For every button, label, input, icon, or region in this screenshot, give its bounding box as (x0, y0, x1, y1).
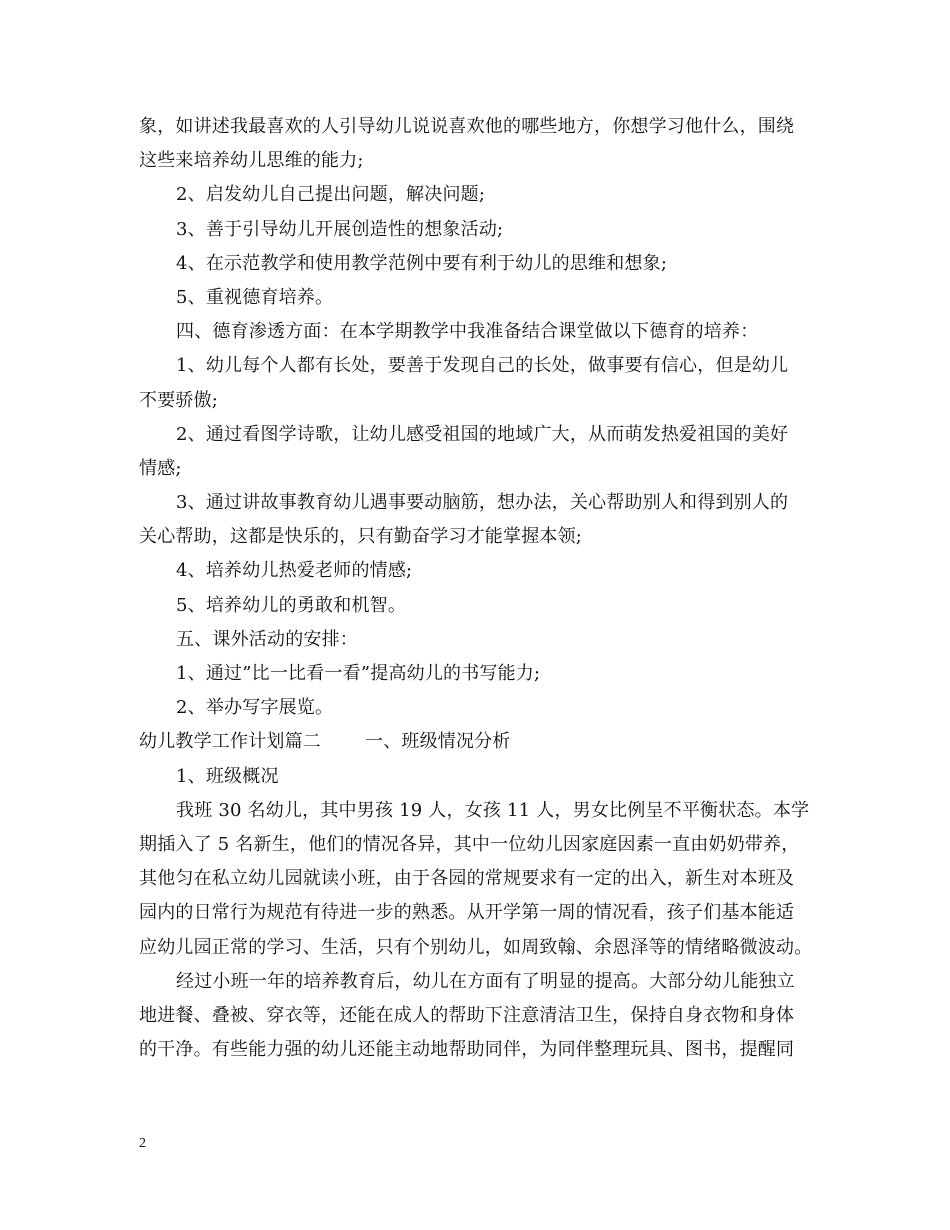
text-line: 5、培养幼儿的勇敢和机智。 (176, 594, 407, 616)
text-line: 四、德育渗透方面：在本学期教学中我准备结合课堂做以下德育的培养： (176, 321, 759, 343)
section-subtitle: 一、班级情况分析 (365, 731, 511, 753)
text-line: 4、培养幼儿热爱老师的情感; (176, 560, 413, 582)
page-number: 2 (139, 1136, 146, 1151)
text-line: 地进餐、叠被、穿衣等，还能在成人的帮助下注意清洁卫生，保持自身衣物和身体 (139, 1004, 795, 1026)
text-line: 2、通过看图学诗歌，让幼儿感受祖国的地域广大，从而萌发热爱祖国的美好 (176, 423, 789, 445)
text-line: 3、通过讲故事教育幼儿遇事要动脑筋，想办法，关心帮助别人和得到别人的 (176, 492, 789, 514)
text-line: 的干净。有些能力强的幼儿还能主动地帮助同伴，为同伴整理玩具、图书，提醒同 (139, 1039, 795, 1061)
text-line: 这些来培养幼儿思维的能力; (139, 150, 364, 172)
section-title: 幼儿教学工作计划篇二 (139, 731, 321, 753)
text-line: 情感; (139, 457, 182, 479)
text-line: 关心帮助，这都是快乐的，只有勤奋学习才能掌握本领; (139, 526, 583, 548)
text-line: 期插入了 5 名新生，他们的情况各异，其中一位幼儿因家庭因素一直由奶奶带养， (139, 833, 800, 855)
text-line: 不要骄傲; (139, 389, 219, 411)
text-line: 1、幼儿每个人都有长处，要善于发现自己的长处，做事要有信心，但是幼儿 (176, 355, 789, 377)
text-line: 4、在示范教学和使用教学范例中要有利于幼儿的思维和想象; (176, 252, 668, 274)
text-line: 园内的日常行为规范有待进一步的熟悉。从开学第一周的情况看，孩子们基本能适 (139, 902, 795, 924)
paragraph-block (139, 110, 829, 725)
text-line: 5、重视德育培养。 (176, 286, 334, 308)
text-line: 2、举办写字展览。 (176, 697, 334, 719)
text-line: 应幼儿园正常的学习、生活，只有个别幼儿，如周致翰、余恩泽等的情绪略微波动。 (139, 936, 813, 958)
text-line: 3、善于引导幼儿开展创造性的想象活动; (176, 218, 504, 240)
text-line: 我班 30 名幼儿，其中男孩 19 人，女孩 11 人，男女比例呈不平衡状态。本学 (176, 799, 810, 821)
section-heading (139, 725, 829, 759)
text-line: 五、课外活动的安排： (176, 628, 358, 650)
document-body (139, 110, 829, 1067)
text-line: 其他匀在私立幼儿园就读小班，由于各园的常规要求有一定的出入，新生对本班及 (139, 868, 795, 890)
text-line: 1、班级概况 (176, 765, 279, 787)
text-line: 1、通过”比一比看一看”提高幼儿的书写能力; (176, 663, 541, 684)
text-line: 2、启发幼儿自己提出问题，解决问题; (176, 184, 486, 206)
text-line: 经过小班一年的培养教育后，幼儿在方面有了明显的提高。大部分幼儿能独立 (176, 970, 795, 992)
text-line: 象，如讲述我最喜欢的人引导幼儿说说喜欢他的哪些地方，你想学习他什么，围绕 (139, 116, 795, 137)
paragraph-block-after (139, 760, 829, 1068)
